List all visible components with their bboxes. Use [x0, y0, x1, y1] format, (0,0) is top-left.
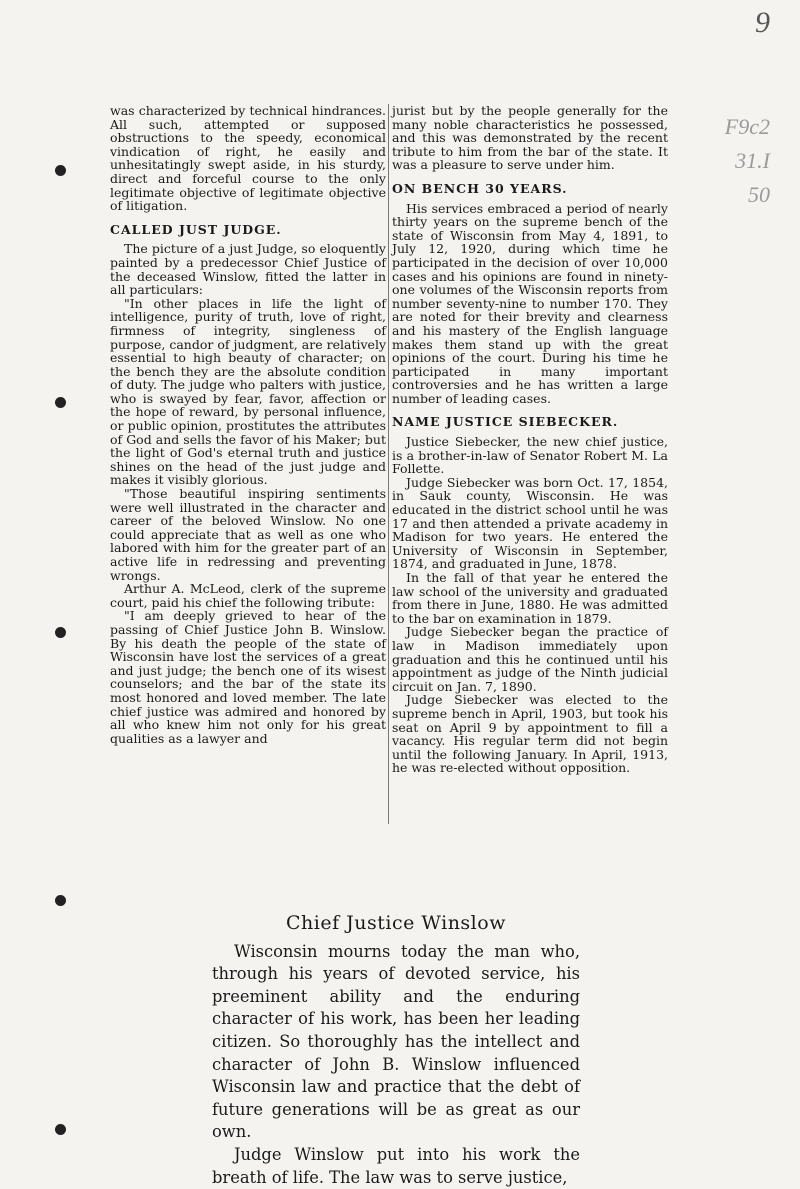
paragraph: "I am deeply grieved to hear of the passing of Chief Justice John B. Winslow. By his death the people of the state of Wisconsin have lost the services of a great and just judge; the bench one of its wisest counselors; and the bar of the state its most honored and loved member. The late chief justice was admired and honored by all who knew him not only for his great qualities as a lawyer and — [110, 608, 386, 746]
paragraph: In the fall of that year he entered the law school of the university and graduated from there in June, 1880. He was admitted to the bar on examination in 1879. — [392, 570, 668, 626]
paragraph: Judge Siebecker was born Oct. 17, 1854, in Sauk county, Wisconsin. He was educated in the district school until he was 17 and then attended a private academy in Madison for two years. He entered the University of Wisconsin in September, 1874, and graduated in June, 1878. — [392, 474, 668, 572]
binder-hole — [55, 627, 66, 638]
section-heading: NAME JUSTICE SIEBECKER. — [392, 414, 619, 430]
binder-hole — [55, 1124, 66, 1135]
article-left-column — [110, 104, 386, 745]
margin-note: 31.I — [735, 148, 770, 173]
paragraph: "Those beautiful inspiring sentiments were well illustrated in the character and career of the beloved Winslow. No one could appreciate that as well as one who labored with him for the greater part of an active life in redressing and preventing wrongs. — [110, 486, 386, 583]
binder-hole — [55, 895, 66, 906]
paragraph: Wisconsin mourns today the man who, through his years of devoted service, his preeminent ability and the enduring character of his work, has been her leading citizen. So thoroughly has the intellect and character of John B. Winslow influenced Wisconsin law and practice that the debt of future generations will be as great as our own. — [212, 941, 580, 1142]
paragraph: jurist but by the people generally for the many noble characteristics he possessed, and this was demonstrated by the recent tribute to him from the bar of the state. It was a pleasure to serve under him. — [392, 103, 668, 173]
binder-hole — [55, 165, 66, 176]
paragraph: Arthur A. McLeod, clerk of the supreme court, paid his chief the following tribute: — [110, 581, 386, 610]
section-heading: ON BENCH 30 YEARS. — [392, 180, 568, 196]
margin-note: 50 — [748, 182, 770, 207]
paragraph: was characterized by technical hindrances. All such, attempted or supposed obstructions to the speedy, economical vindication of right, he easily and unhesitatingly swept aside, in his sturdy, direct and forceful course to the only legitimate objective of legitimate objective of litigation. — [110, 103, 386, 214]
binder-hole — [55, 397, 66, 408]
paragraph: Judge Siebecker was elected to the supreme bench in April, 1903, but took his seat on April 9 by appointment to fill a vacancy. His regular term did not begin until the following January. In April, 1913, he was re-elected without opposition. — [392, 692, 668, 776]
paragraph: Judge Winslow put into his work the breath of life. The law was to serve justice, — [212, 1144, 580, 1187]
paragraph: His services embraced a period of nearly thirty years on the supreme bench of the state of Wisconsin from May 4, 1891, to July 12, 1920, during which time he participated in the decision of over 10,000 cases and his opinions are found in ninety-one volumes of the Wisconsin reports from number seventy-nine to number 170. They are noted for their brevity and clearness and his mastery of the English language makes them stand up with the great opinions of the court. During his time he participated in many important controversies and he has written a large number of leading cases. — [392, 200, 668, 406]
column-divider — [388, 104, 389, 824]
page-number: 9 — [755, 6, 770, 39]
paragraph: Judge Siebecker began the practice of law in Madison immediately upon graduation and this he continued until his appointment as judge of the Ninth judicial circuit on Jan. 7, 1890. — [392, 624, 668, 694]
margin-note: F9c2 — [724, 114, 770, 139]
section-heading: CALLED JUST JUDGE. — [110, 221, 282, 237]
margin-notes — [690, 110, 770, 212]
article-title: Chief Justice Winslow — [286, 912, 506, 934]
paragraph: The picture of a just Judge, so eloquently painted by a predecessor Chief Justice of the deceased Winslow, fitted the latter in all particulars: — [110, 241, 386, 298]
paragraph: Justice Siebecker, the new chief justice, is a brother-in-law of Senator Robert M. La Follette. — [392, 434, 668, 477]
editorial-article — [212, 912, 580, 1189]
paragraph: "In other places in life the light of intelligence, purity of truth, love of right, firmness of integrity, singleness of purpose, candor of judgment, are relatively essential to high beauty of character; on the bench they are the absolute condition of duty. The judge who palters with justice, who is swayed by fear, favor, affection or the hope of reward, by personal influence, or public opinion, prostitutes the attributes of God and sells the favor of his Maker; but the light of God's eternal truth and justice shines on the head of the just judge and makes it visibly glorious. — [110, 295, 386, 488]
article-right-column — [392, 104, 668, 775]
